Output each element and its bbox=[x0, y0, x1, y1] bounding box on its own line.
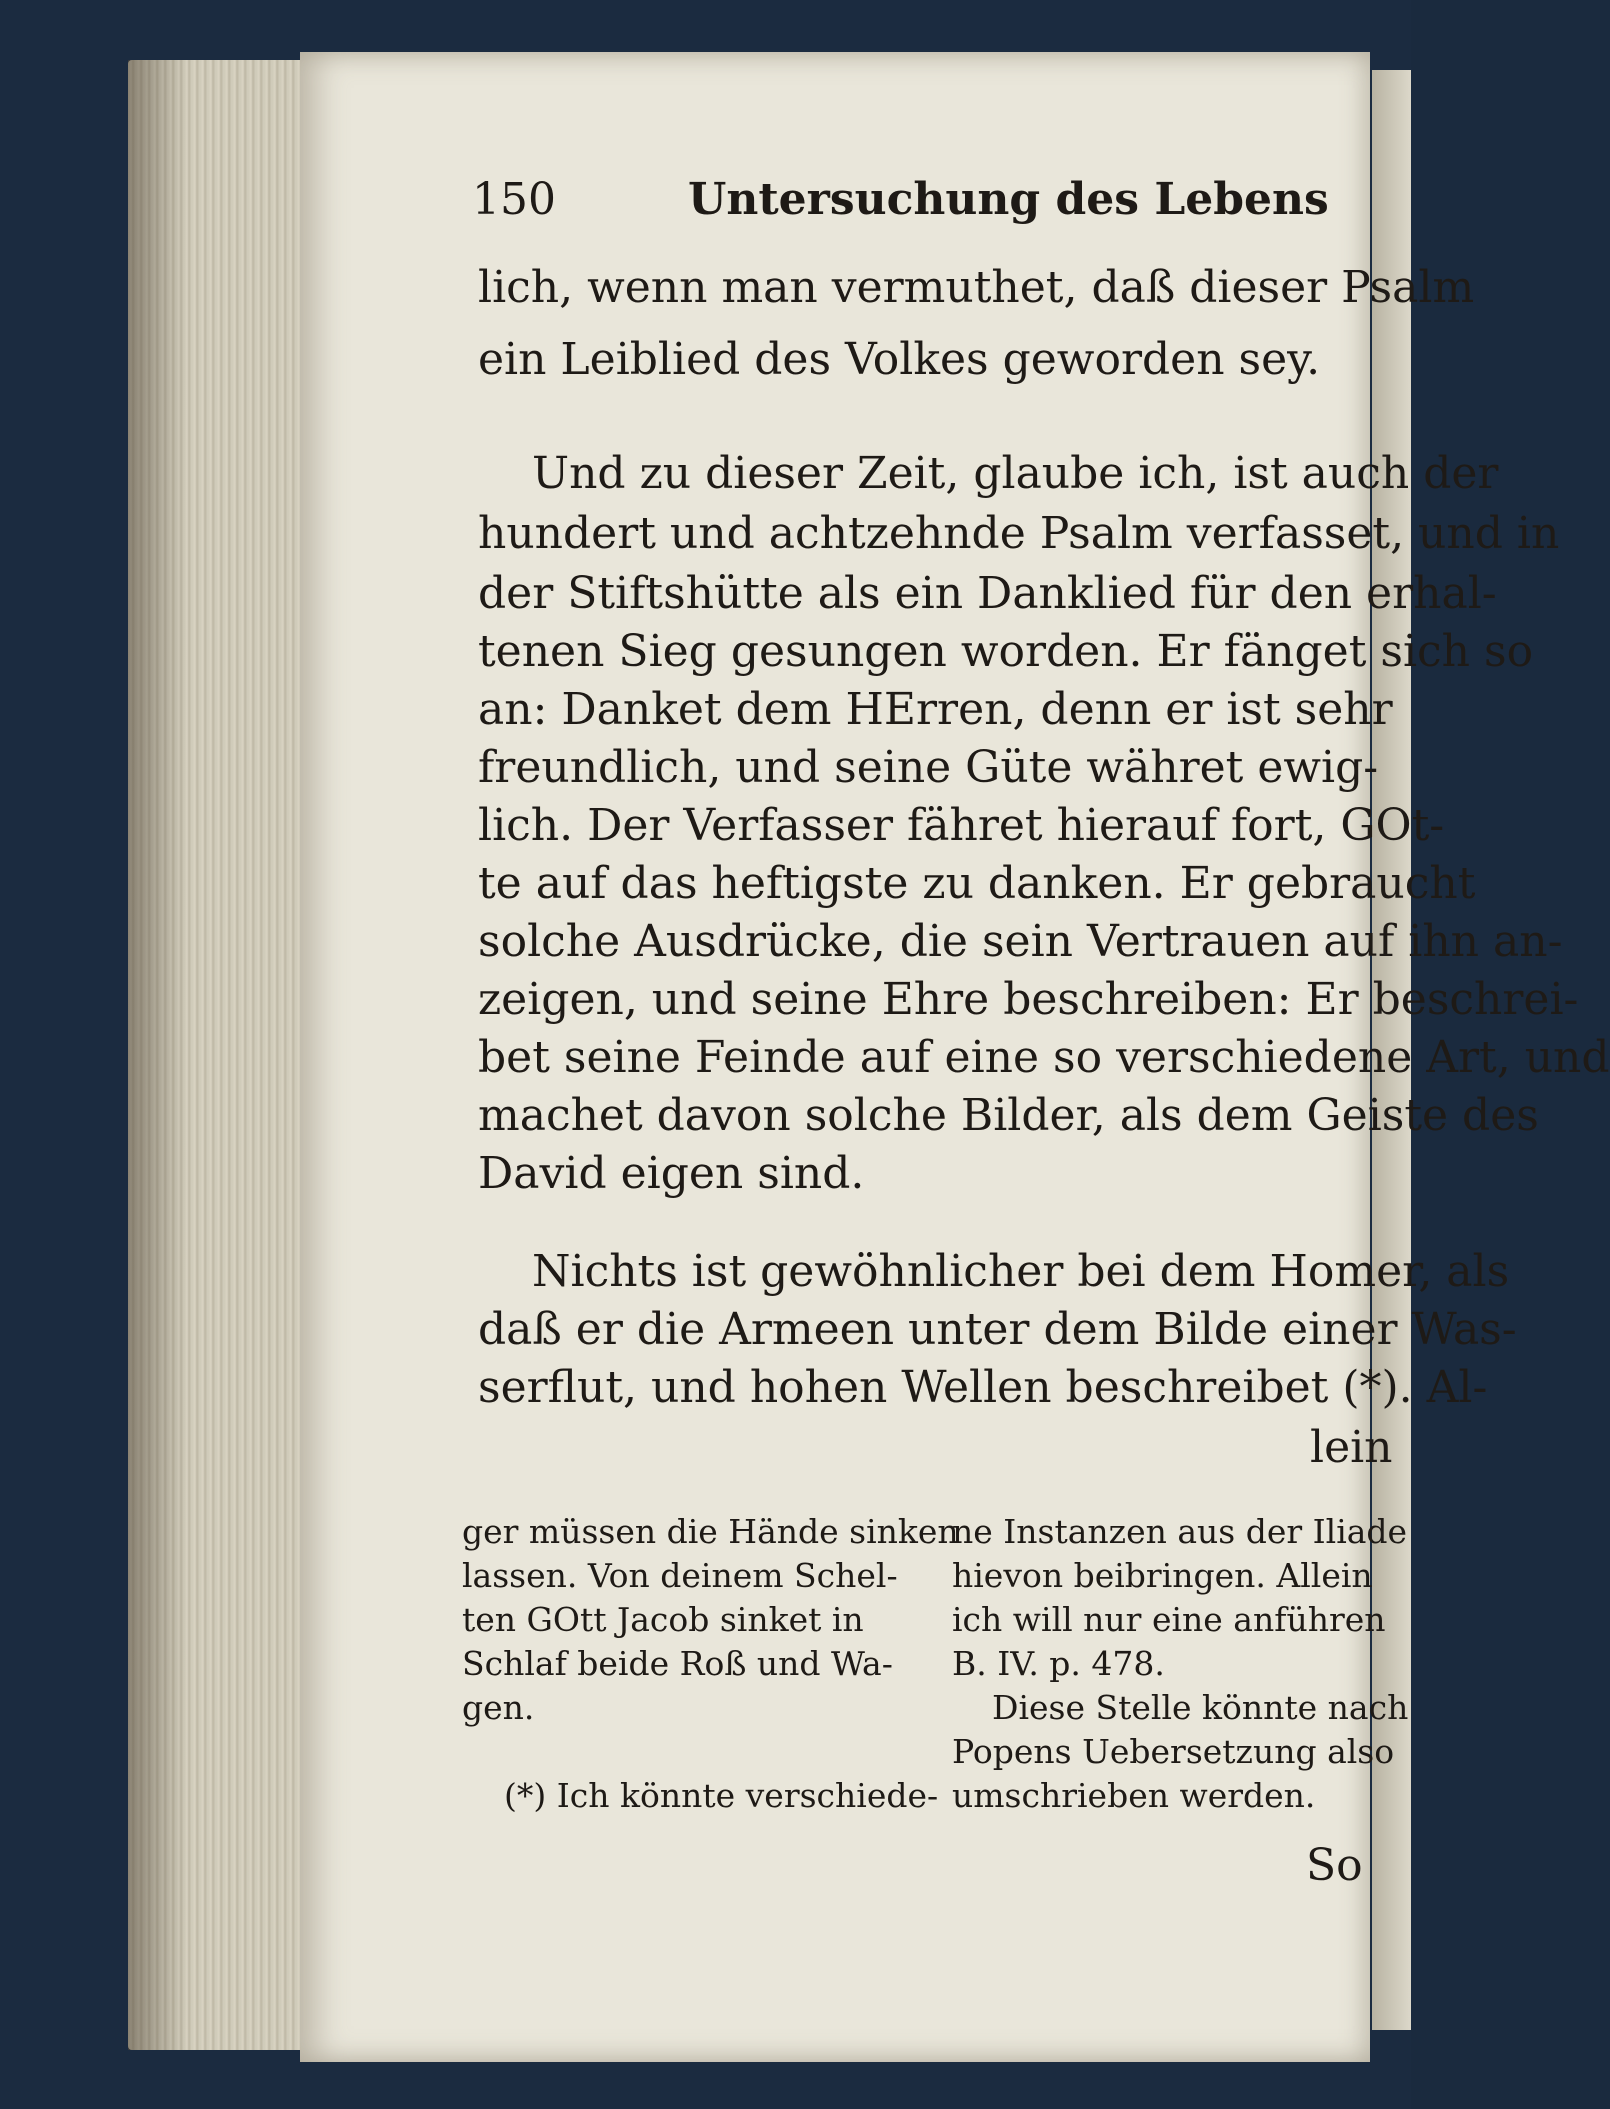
running-title: Untersuchung des Lebens bbox=[688, 174, 1329, 225]
footnote-line: B. IV. p. 478. bbox=[952, 1644, 1165, 1683]
footnote-line: umschrieben werden. bbox=[952, 1776, 1316, 1815]
footnote-line: (*) Ich könnte verschiede- bbox=[504, 1776, 939, 1815]
text-line: an: Danket dem HErren, denn er ist sehr bbox=[478, 684, 1393, 735]
page-edge-shadow bbox=[128, 60, 188, 2050]
text-line: zeigen, und seine Ehre beschreiben: Er beschrei- bbox=[478, 974, 1579, 1025]
text-line: ein Leiblied des Volkes geworden sey. bbox=[478, 334, 1321, 385]
footnote-line: Diese Stelle könnte nach bbox=[992, 1688, 1409, 1727]
footnote-line: hievon beibringen. Allein bbox=[952, 1556, 1373, 1595]
footnote-line: ger müssen die Hände sinken bbox=[462, 1512, 959, 1551]
catchword: So bbox=[1306, 1840, 1363, 1891]
text-line: machet davon solche Bilder, als dem Geiste des bbox=[478, 1090, 1539, 1141]
text-line: Und zu dieser Zeit, glaube ich, ist auch der bbox=[532, 448, 1499, 499]
text-line: der Stiftshütte als ein Danklied für den erhal- bbox=[478, 568, 1497, 619]
text-line: lein bbox=[1310, 1422, 1393, 1473]
text-line: solche Ausdrücke, die sein Vertrauen auf ihn an- bbox=[478, 916, 1563, 967]
page-number: 150 bbox=[472, 174, 556, 225]
text-line: tenen Sieg gesungen worden. Er fänget sich so bbox=[478, 626, 1534, 677]
text-line: serflut, und hohen Wellen beschreibet (*). Al- bbox=[478, 1362, 1488, 1413]
text-line: freundlich, und seine Güte währet ewig- bbox=[478, 742, 1379, 793]
footnote-line: ne Instanzen aus der Iliade bbox=[952, 1512, 1408, 1551]
text-line: lich. Der Verfasser fähret hierauf fort, GOt- bbox=[478, 800, 1445, 851]
text-line: David eigen sind. bbox=[478, 1148, 865, 1199]
footnote-line: gen. bbox=[462, 1688, 535, 1727]
text-line: Nichts ist gewöhnlicher bei dem Homer, als bbox=[532, 1246, 1510, 1297]
text-line: te auf das heftigste zu danken. Er gebraucht bbox=[478, 858, 1476, 909]
footnote-line: ten GOtt Jacob sinket in bbox=[462, 1600, 864, 1639]
text-line: daß er die Armeen unter dem Bilde einer Was- bbox=[478, 1304, 1517, 1355]
footnote-line: ich will nur eine anführen bbox=[952, 1600, 1386, 1639]
footnote-line: Schlaf beide Roß und Wa- bbox=[462, 1644, 893, 1683]
text-line: bet seine Feinde auf eine so verschiedene Art, und bbox=[478, 1032, 1610, 1083]
text-line: hundert und achtzehnde Psalm verfasset, und in bbox=[478, 508, 1560, 559]
footnote-line: Popens Uebersetzung also bbox=[952, 1732, 1395, 1771]
footnote-line: lassen. Von deinem Schel- bbox=[462, 1556, 898, 1595]
text-line: lich, wenn man vermuthet, daß dieser Psalm bbox=[478, 262, 1475, 313]
